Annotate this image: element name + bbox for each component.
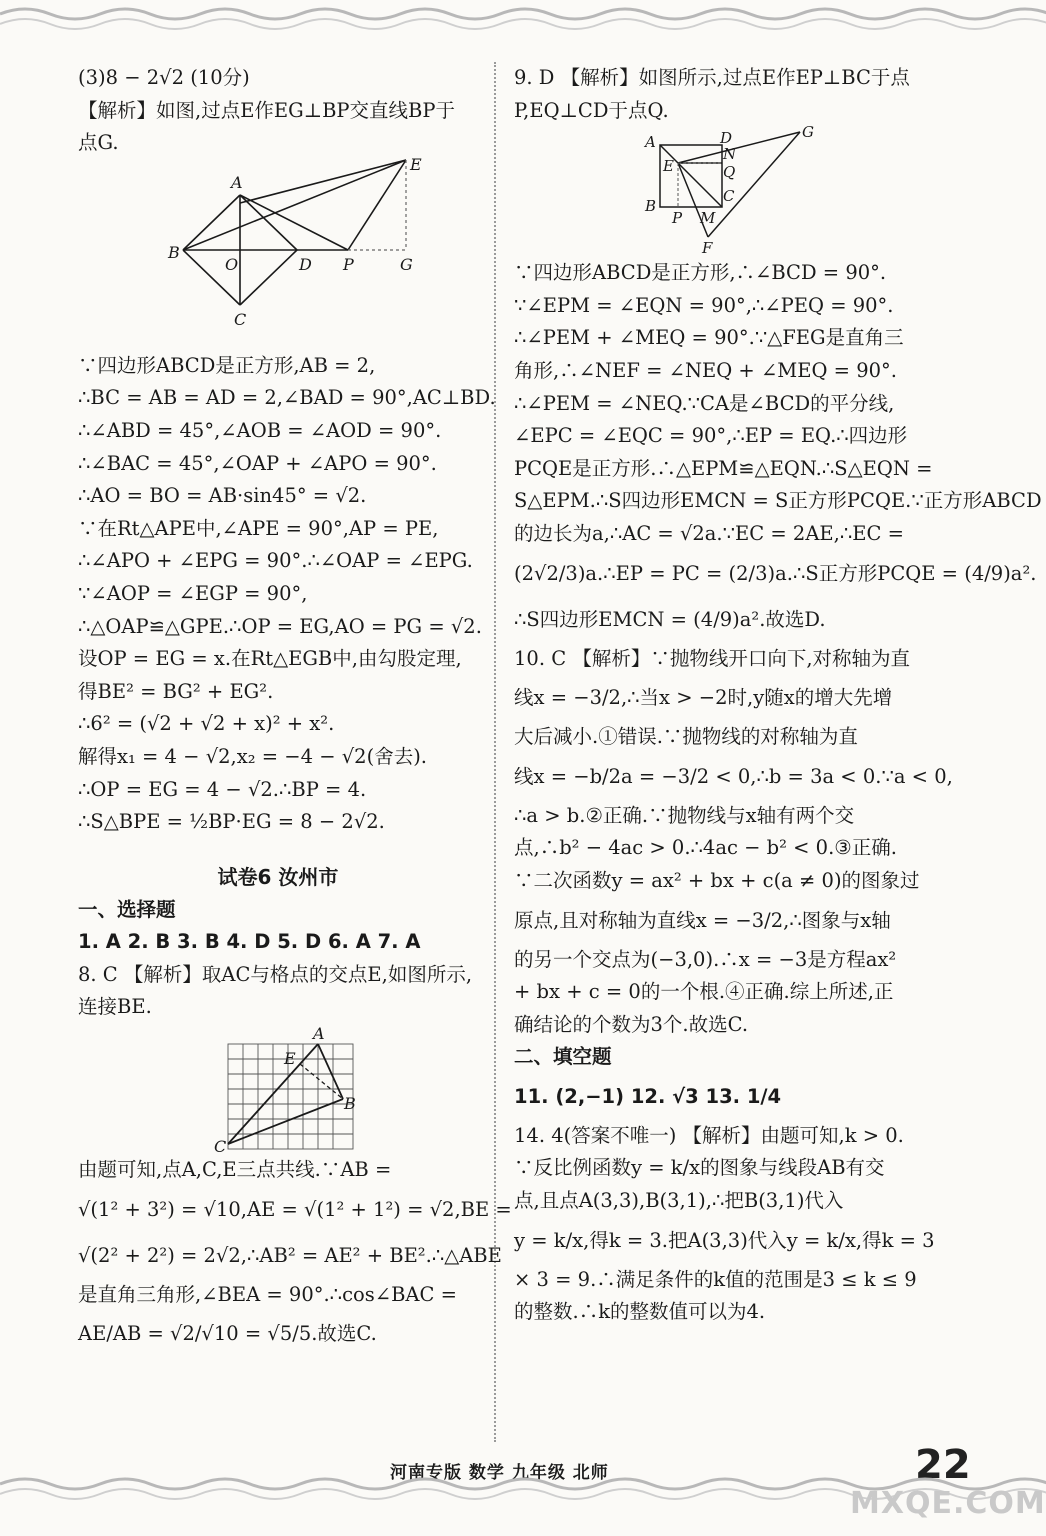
watermark-logo: MXQE.COM [850,1486,1046,1521]
label-E: E [284,1049,296,1069]
q9-line: 的边长为a,∴AC = √2a.∵EC = 2AE,∴EC = [514,521,904,545]
q3-analysis-line: 【解析】如图,过点E作EG⊥BP交直线BP于 [78,98,455,122]
section-title: 试卷6 汝州市 [217,864,339,889]
part-heading: 二、填空题 [514,1045,612,1069]
label-A: A [231,172,243,192]
proof-line: ∴6² = (√2 + √2 + x)² + x². [78,712,335,736]
label-P: P [343,254,354,274]
q10-line: 大后减小.①错误.∵抛物线的对称轴为直 [514,725,858,749]
top-wave-border [0,0,1019,40]
figure-grid-abc [188,1024,368,1157]
proof-line: ∴BC = AB = AD = 2,∠BAD = 90°,AC⊥BD. [78,386,496,410]
label-M: M [700,209,716,228]
figure-square-abcd [118,154,438,350]
q14-line: 14. 4(答案不唯一) 【解析】由题可知,k > 0. [514,1123,904,1147]
label-B: B [344,1094,356,1114]
label-F: F [702,239,713,258]
q3-answer-line: (3)8 − 2√2 (10分) [78,66,250,89]
proof-line: ∵∠AOP = ∠EGP = 90°, [78,581,308,605]
q10-line: 确结论的个数为3个.故选C. [514,1012,749,1036]
label-Q: Q [723,163,736,182]
label-A: A [313,1024,325,1044]
q8-line: √(1² + 3²) = √10,AE = √(1² + 1²) = √2,BE = [78,1197,512,1221]
label-D: D [720,129,733,148]
label-A: A [645,133,656,152]
q9-line: ∴S四边形EMCN = (4/9)a².故选D. [514,607,826,631]
proof-line: 设OP = EG = x.在Rt△EGB中,由勾股定理, [78,647,462,671]
q10-line: + bx + c = 0的一个根.④正确.综上所述,正 [514,980,894,1004]
proof-line: 得BE² = BG² + EG². [78,679,274,703]
q9-line: ∵∠EPM = ∠EQN = 90°,∴∠PEQ = 90°. [514,293,894,317]
q10-line: 原点,且对称轴为直线x = −3/2,∴图象与x轴 [514,908,891,932]
choice-answers: 1. A 2. B 3. B 4. D 5. D 6. A 7. A [78,930,421,954]
q10-line: ∵二次函数y = ax² + bx + c(a ≠ 0)的图象过 [514,868,920,892]
q8-line: 是直角三角形,∠BEA = 90°.∴cos∠BAC = [78,1282,457,1306]
q9-line: PCQE是正方形.∴△EPM≌△EQN.∴S△EQN = [514,456,933,480]
label-C: C [723,187,735,206]
proof-line: ∴△OAP≌△GPE.∴OP = EG,AO = PG = √2. [78,614,482,638]
q14-line: × 3 = 9.∴满足条件的k值的范围是3 ≤ k ≤ 9 [514,1267,917,1291]
label-E: E [663,157,674,176]
label-N: N [723,145,737,164]
proof-line: ∴S△BPE = ½BP·EG = 8 − 2√2. [78,810,385,834]
footer-edition: 河南专版 数学 九年级 北师 [390,1463,609,1483]
q9-line: S△EPM.∴S四边形EMCN = S正方形PCQE.∵正方形ABCD [514,489,1042,513]
q14-line: 的整数.∴k的整数值可以为4. [514,1300,766,1324]
part-heading: 一、选择题 [78,897,176,921]
label-G: G [400,254,413,274]
right-column [514,62,1042,1329]
q10-line: 10. C 【解析】∵抛物线开口向下,对称轴为直 [514,646,911,670]
q14-line: y = k/x,得k = 3.把A(3,3)代入y = k/x,得k = 3 [514,1228,935,1252]
label-G: G [802,123,814,142]
q9-line: P,EQ⊥CD于点Q. [514,98,669,122]
proof-line: ∴AO = BO = AB·sin45° = √2. [78,484,367,508]
q10-line: 的另一个交点为(−3,0).∴x = −3是方程ax² [514,947,897,971]
proof-line: ∵四边形ABCD是正方形,AB = 2, [78,353,376,377]
label-E: E [410,154,422,174]
q10-line: 线x = −b/2a = −3/2 < 0,∴b = 3a < 0.∵a < 0, [514,764,953,788]
label-C: C [234,309,247,329]
q14-line: 点,且点A(3,3),B(3,1),∴把B(3,1)代入 [514,1189,844,1213]
proof-line: ∴∠APO + ∠EPG = 90°.∴∠OAP = ∠EPG. [78,549,473,573]
q9-line: 角形,∴∠NEF = ∠NEQ + ∠MEQ = 90°. [514,358,897,382]
q8-line: 由题可知,点A,C,E三点共线.∵AB = [78,1158,392,1182]
q10-line: 点,∴b² − 4ac > 0.∴4ac − b² < 0.③正确. [514,836,897,860]
q10-line: 线x = −3/2,∴当x > −2时,y随x的增大先增 [514,686,893,710]
q9-line: ∴∠PEM + ∠MEQ = 90°.∵△FEG是直角三 [514,326,904,350]
q9-line: 9. D 【解析】如图所示,过点E作EP⊥BC于点 [514,66,910,89]
proof-line: ∴OP = EG = 4 − √2.∴BP = 4. [78,777,367,801]
label-P: P [672,209,683,228]
label-D: D [299,254,312,274]
q9-line: ∴∠PEM = ∠NEQ.∵CA是∠BCD的平分线, [514,391,895,415]
label-O: O [225,254,239,274]
proof-line: 解得x₁ = 4 − √2,x₂ = −4 − √2(舍去). [78,744,428,768]
fill-answers: 11. (2,−1) 12. √3 13. 1/4 [514,1084,782,1108]
q8-line: 8. C 【解析】取AC与格点的交点E,如图所示, [78,962,473,986]
proof-line: ∴∠BAC = 45°,∠OAP + ∠APO = 90°. [78,451,437,475]
label-B: B [645,197,657,216]
q10-line: ∴a > b.②正确.∵抛物线与x轴有两个交 [514,803,855,827]
label-B: B [168,242,180,262]
q8-line: 连接BE. [78,995,152,1019]
column-divider [494,62,496,1442]
q8-line: √(2² + 2²) = 2√2,∴AB² = AE² + BE².∴△ABE [78,1243,502,1267]
q9-line: ∠EPC = ∠EQC = 90°,∴EP = EQ.∴四边形 [514,424,908,448]
q9-line: (2√2/3)a.∴EP = PC = (2/3)a.∴S正方形PCQE = (4/9)a². [514,561,1037,585]
q8-line: AE/AB = √2/√10 = √5/5.故选C. [78,1322,377,1346]
proof-line: ∵在Rt△APE中,∠APE = 90°,AP = PE, [78,516,439,540]
q14-line: ∵反比例函数y = k/x的图象与线段AB有交 [514,1156,885,1180]
page-number: 22 [915,1442,971,1488]
q3-analysis-line: 点G. [78,131,119,155]
figure-square-fegg [630,123,830,258]
left-column [78,62,512,1357]
q9-line: ∵四边形ABCD是正方形,∴∠BCD = 90°. [514,261,887,285]
proof-line: ∴∠ABD = 45°,∠AOB = ∠AOD = 90°. [78,418,442,442]
label-C: C [214,1137,227,1157]
